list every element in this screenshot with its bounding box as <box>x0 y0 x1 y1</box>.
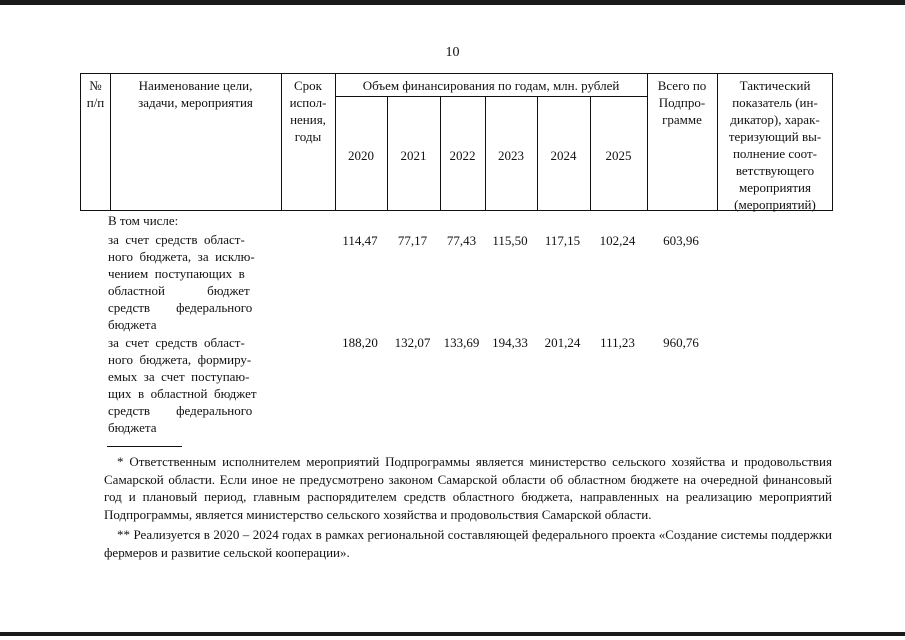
footnotes <box>104 453 832 561</box>
row-value: 115,50 <box>492 233 528 248</box>
col-divider <box>335 74 336 210</box>
scan-bottom-border <box>0 632 905 636</box>
funding-subheader-line <box>335 96 647 97</box>
row-value: 102,24 <box>599 233 636 248</box>
row-value: 132,07 <box>394 335 431 350</box>
header-name: Наименование цели, задачи, мероприятия <box>138 78 253 110</box>
footnote-text: ** Реализуется в 2020 – 2024 годах в рамках региональной составляющей федерального проекта «Создание системы поддержки фермеров и развитие сельской кооперации». <box>104 527 832 560</box>
header-year: 2022 <box>449 148 476 163</box>
scan-top-border <box>0 0 905 5</box>
header-funding: Объем финансирования по годам, млн. рублей <box>362 78 620 93</box>
row-value: 201,24 <box>544 335 581 350</box>
header-year: 2020 <box>348 148 374 163</box>
row-value: 111,23 <box>600 335 635 350</box>
header-year: 2023 <box>498 148 524 163</box>
row-value: 188,20 <box>342 335 378 350</box>
row-label: за счет средств област- ного бюджета, за исклю- чением поступающих в областной бюджет средств федерального бюджета <box>108 232 255 332</box>
page-number: 10 <box>445 45 460 60</box>
header-year: 2025 <box>605 148 632 163</box>
header-year: 2021 <box>400 148 427 163</box>
in-that-number-label: В том числе: <box>108 213 179 228</box>
footnote-rule <box>107 446 182 447</box>
header-term: Срок испол- нения, годы <box>289 78 327 144</box>
row-total: 603,96 <box>663 233 699 248</box>
table-header <box>80 73 833 211</box>
row-value: 77,43 <box>446 233 477 248</box>
row-label: за счет средств област- ного бюджета, формиру- емых за счет поступаю- щих в областной бюджет средств федерального бюджета <box>108 335 257 435</box>
row-value: 117,15 <box>544 233 581 248</box>
header-indicator: Тактический показатель (ин- дикатор), харак- теризующий вы- полнение соот- ветствующего мероприятия (мероприятий) <box>728 78 822 212</box>
row-value: 194,33 <box>492 335 528 350</box>
row-value: 133,69 <box>443 335 480 350</box>
row-value: 114,47 <box>342 233 378 248</box>
footnote-text: * Ответственным исполнителем мероприятий Подпрограммы является министерство сельского хозяйства и продовольствия Самарской области. Если иное не предусмотрено законом Самарской области об областном бюджете на очередной финансовый год и плановый период, главным распорядителем средств областного бюджета, направленных на реализацию мероприятий Подпрограммы, является министерство сельского хозяйства и продовольствия Самарской области. <box>104 454 832 522</box>
header-number: № п/п <box>86 78 105 110</box>
header-total: Всего по Подпро- грамме <box>657 78 707 127</box>
header-year: 2024 <box>550 148 577 163</box>
row-total: 960,76 <box>663 335 699 350</box>
row-value: 77,17 <box>397 233 428 248</box>
